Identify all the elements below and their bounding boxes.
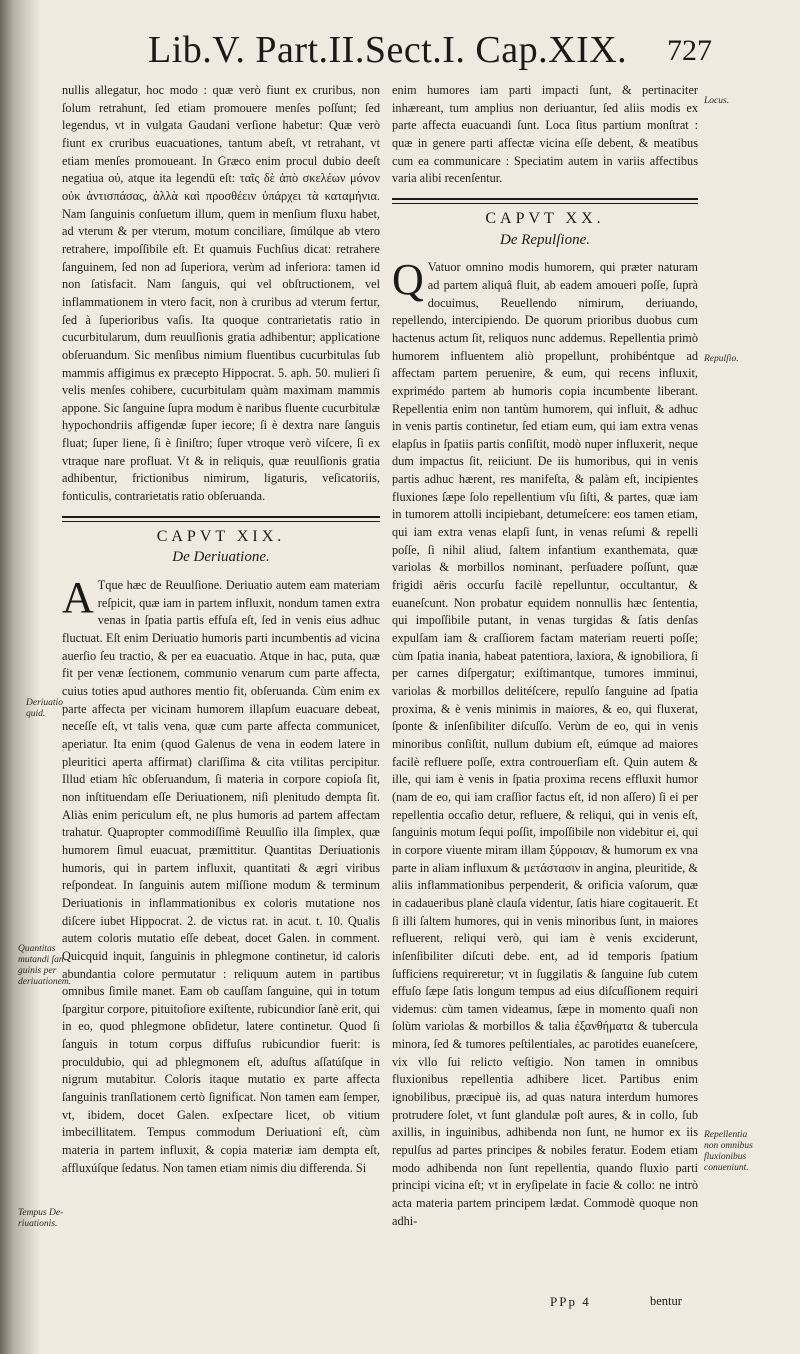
page-number: 727 <box>667 34 712 67</box>
left-paragraph-2-text: Tque hæc de Reuulſione. Deriuatio autem eam materiam reſpicit, quæ iam in partem influxit, nondum tamen extra venas in ſpatia partis effuſa eſt, ſed in venis eius adhuc fluctuat. Eſt enim Deriuatio humoris parti incumbentis ad vicina auerſio ſeu tractio, & per ea euacuatio. Atque in hac, puta, quæ fit per venæ ſectionem, communio venarum cum parte affecta, cuius toties apud authores mentio fit, obſeruanda. Cùm enim ex parte affecta per vicinam humorem illapſum euacuare debeat, neceſſe eſt, vt talis vena, quæ cum parte affecta communicet, aperiatur. Ita enim (quod Galenus de vena in eodem latere in pleuritici aperta affirmat) clariſſima & cita vtilitas percipitur. Illud etiam hîc obſeruandum, ſi materia in corpore copioſa ſit, non inſtituendam eſſe Deriuationem, niſi plenitudo dempta ſit. Aliàs enim periculum eſt, ne plus humoris ad partem affectam trahatur. Quapropter commodiſſimè Reuulſio illa ſimplex, quæ humorem ſimul euacuat, præmittitur. Quantitas Deriuationis humoris, qui in partem influxit, quantitati & ægri viribus reſpondeat. In ſanguinis autem miſſione modum & terminum Deriuationis in inflammationibus ex coloris mutatione nos diſcere iubet Hippocrat. 2. de victus rat. in acut. t. 10. Qualis autem coloris mutatio eſſe debeat, docet Galen. in comment. Quicquid inquit, ſanguinis in phlegmone continetur, id caloris abundantia colore permutatur : reliquum autem in partibus omnibus ſimile manet. Eam ob cauſſam ſanguine, qui in totum ſpargitur corpore, pituitoſiore exiſtente, rubicundior ſanè erit, qui in eo, quod phlegmone obſidetur, latere continetur. Quod ſi ſanguis in totum corpus diffuſus rubicundior fuerit: is proculdubio, qui ad phlegmonem eſt, aduſtus aſſatúſque in nigrum mutabitur. Coloris itaque mutatio ex parte affecta ſanguinis tranſlationem certò ſignificat. Non tamen eam ſemper, vt, ibidem, docet Galen. exſpectare licet, ob vitium imbecillitatem. Tempus commodum Deriuationi eſt, cùm materia in partem influxit, & copia materiæ iam dempta eſt, affluxúſque ſedatus. Non tamen etiam nimis diu differenda. Si <box>62 578 380 1175</box>
right-paragraph-2-text: Vatuor omnino modis humorem, qui præter naturam ad partem aliquâ fluit, ab eadem amoueri poſſe, ſuprà docuimus, Reuellendo nimirum, deriuando, repellendo, intercipiendo. De quorum prioribus duobus cum hactenus actum ſit, reliquos nunc addemus. Repellentia primò humorem influentem aliò propellunt, prohibéntque ad affectam partem peruenire, & eum, qui recens influxit, exprimédo partem ab humoris copia incumbente liberant. Repellentia enim non tantùm humorem, qui influit, & adhuc in venis partis continetur, ſed etiam eum, qui iam extra venas elapſus in ſpatiis partis conſiſtit, modò nuper influxerit, neque dum impactus ſit, reiiciunt. De iis humoribus, qui in venis partis adhuc hærent, res manifeſta, & palàm eſt, incipientes fluxiones ſæpe ſolo repellentium vſu ſiſti, & partes, quæ iam in tumorem attolli incipiebant, detumeſcere: eos tamen etiam, qui iam extra venas elapſi ſunt, in venas reſumi & repelli poſſe, ſi nihil aliud, ſaltem infantium exanthemata, quæ variolas & morbillos nominant, perſuadere poſſunt, quæ frigidi aëris occurſu facilè repelluntur, occultantur, & euaneſcunt. Non probatur equidem nonnullis hæc ſententia, qui impoſſibile putant, in venas turgidas & ſatis denſas expulſam iam & craſſiorem factam materiam reuerti poſſe; cùm ſpatia inania, habeat patentiora, laxiora, & ignobiliora, ſi per carnes diſpergatur; exiſtimantque, tumores imminui, variolas & morbillos delitéſcere, repulſo ſanguine ad ſpatia proxima, & è venis minimis in maiores, & eo, qui fluxerat, ſponte & inſenſibiliter diſcuſſo. Verùm de eo, qui in venis minoribus conſiſtit, nullum dubium eſt, eúmque ad maiores facilè refluere poſſe, extra controuerſiam eſt. Quin autem & ille, qui iam è venis in ſpatia proxima recens effluxit humor (nam de eo, qui iam craſſior factus eſt, id non aſſero) ſi ei per repellentia occaſio detur, refluere, & reliqui, qui in venis eſt, ſanguinis motum ſequi poſſit, impoſſibile non videbitur ei, qui in corpore viuente miram illam ξύρροιαν, & humorum ex vna parte in aliam influxum & μετάστασιν in angina, pleuritide, & aliis inflammationibus perpenderit, & orificia vaſorum, quæ in cadaueribus planè clauſa videntur, ſatis hiare cogitauerit. Et ſi illi ſaltem humores, qui in venis minoribus ſunt, in maiores refluerent, reliqui verò, qui iam è venis exciderunt, inſenſibiliter diſcuti debe. ent, ad id temporis ſpatium ſufficiens requireretur; vt in ſuggilatis & ſanguine ſub cutem effuſo ſæpe ſatis longum tempus ad eius diſcuſſionem requiri videmus: cùm tamen videamus, ſæpe in momento quaſi non ſolùm variolas & morbillos & talia ἐξανθήματα & tubercula minora, ſed & tumores peſtilentiales, ac parotides euaneſcere, vix vllo ſui relicto veſtigio. Non tamen in omnibus fluxionibus repellentia adhibere licet. Partibus enim ignobilibus, præcipuè iis, ad quas natura interdum humores protrudere ſolet, vt ſunt glandulæ poſt aures, & in collo, ſub axillis, in inguinibus, adhibenda non ſunt, ne humor ex iis repulſus ad partes principes & nobiles feratur. Eodem etiam modo adhibenda non ſunt repellentia, quando fluxio parti principi vicina eſt; vt in eryſipelate in facie & collo: ne intrò acta materia partem principem lædat. Commodè quoque non adhi- <box>392 260 698 1228</box>
margin-note-deriuatio-quid: Deriuatio quid. <box>26 698 63 719</box>
margin-note-repulsio: Repulſio. <box>704 354 739 364</box>
right-paragraph-1: enim humores iam parti impacti ſunt, & pertinaciter inhæreant, tum amplius non deriuantur, ſed aliis modis ex parte affecta euacuandi ſunt. Loca ſitus partium monſtrat : quæ in genere parti affectæ vicina eſſe debent, & meatibus cum ea communicare : Speciatim autem in variis affectibus varia alibi recenſentur. <box>392 83 698 186</box>
drop-cap: Q <box>392 255 424 305</box>
left-paragraph-2 <box>62 573 380 1177</box>
margin-note-quantitas: Quantitas mutandi ſan- guinis per deriuationem. <box>18 944 72 987</box>
left-paragraph-1: nullis allegatur, hoc modo : quæ verò fiunt ex cruribus, non ſolum retrahunt, ſed etiam promouere menſes poſſunt; ſed legendus, vt in vulgata Gaudani verſione habetur: Quæ verò fiunt ex cruribus euacuationes, tantum abeſt, vt retrahant, vt etiam menſes promoueant. In Græco enim procul dubio deeſt negatiua οὐ, atque ita legendū eſt: ταῖς δὲ ἀπὸ σκελέων μόνον οὐκ ἀντισπάσας, ἀλλὰ καὶ προσθέειν ὑπάρχει τὰ καταμήνια. Nam ſanguinis conſuetum illum, quem in menſium fluxu habet, ad vterum & per vterum, motum conciliare, ſimúlque ab vtero retrahere, impoſſibile eſt. Et quamuis Fuchſius dicat: retrahere ſanguinem, ſed non ad ſuperiora, verùm ad inferiora: tamen id non ſatisfacit. Nam ſanguis, qui vel obſtructionem, vel inflammationem in vtero facit, non à cruribus ad vterum fertur, ſed à ſuperioribus vaſis. Ita quoque contrarietatis ratio in cucurbitularum, dum reuulſionis gratia adhibentur; applicatione obſeruandum. Sic menſibus nimium fluentibus cucurbitulas ſub mammis affigimus ex præcepto Hippocrat. 5. aph. 50. mulieri ſi velis menſes cohibere, cucurbitulam quàm maximam mammis appone. Sic ſanguine ſupra modum è naribus fluente cucurbitulæ hypochondriis affigendæ ſuper iecore; ſi è dextra nare ſanguis fluat; ſuper liene, ſi è ſiniſtro; ſuper vtroque verò viſcere, ſi ex vtraque nare profluat. Vt & in reliquis, quæ reuulſionis gratia adhibentur, frictionibus nimirum, ligaturis, veſicatoriis, fonticulis, contrarietatis ratio obſeruanda. <box>62 83 380 504</box>
chapter-subtitle-deriuatione: De Deriuatione. <box>172 549 270 566</box>
chapter-heading-xx: CAPVT XX. <box>485 209 605 227</box>
margin-note-tempus: Tempus De- riuationis. <box>18 1208 64 1229</box>
margin-note-locus: Locus. <box>704 96 730 106</box>
page-header <box>140 28 712 76</box>
chapter-subtitle-repulsione: De Repulſione. <box>500 231 590 248</box>
margin-note-repellentia: Repellentia non omnibus fluxionibus conueniunt. <box>704 1130 753 1173</box>
chapter-heading-xix: CAPVT XIX. <box>156 527 286 545</box>
drop-cap: A <box>62 573 94 623</box>
catchword: bentur <box>650 1294 682 1308</box>
chapter-divider-rule <box>392 198 698 200</box>
page-gutter-shadow <box>0 0 40 1354</box>
right-paragraph-2 <box>392 255 698 1230</box>
signature-mark: PPp 4 <box>550 1294 591 1309</box>
right-column <box>392 82 698 1312</box>
running-head: Lib.V. Part.II.Sect.I. Cap.XIX. <box>148 29 628 71</box>
left-column <box>62 82 380 1312</box>
chapter-divider-rule <box>62 516 380 518</box>
